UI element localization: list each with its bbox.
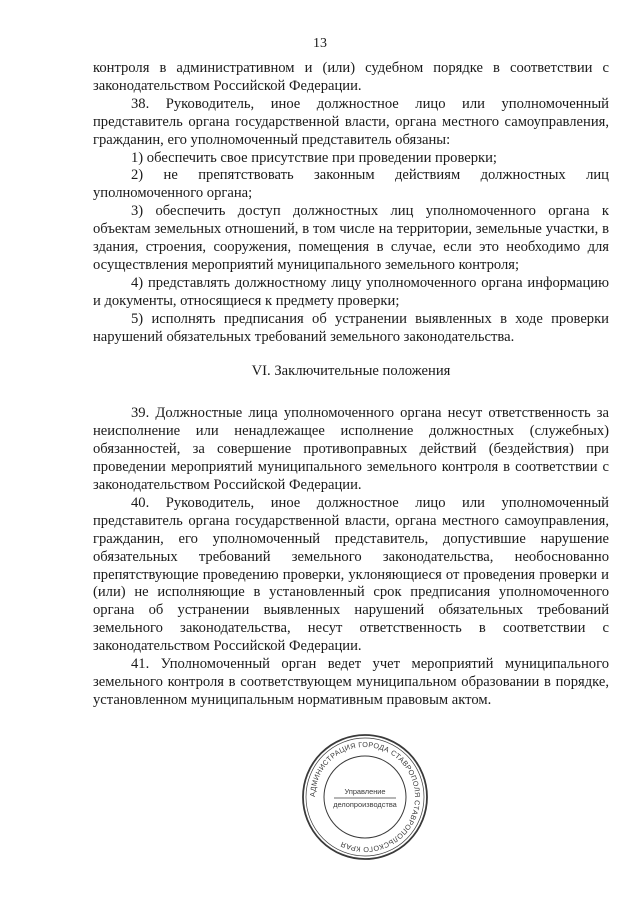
official-stamp (300, 732, 430, 862)
stamp-ring-text: АДМИНИСТРАЦИЯ ГОРОДА СТАВРОПОЛЯ СТАВРОПОЛЬСКОГО КРАЯ (307, 739, 423, 855)
paragraph-continuation: контроля в административном и (или) судебном порядке в соответствии с законодательством Российской Федерации. (93, 60, 609, 94)
paragraph-41: 41. Уполномоченный орган ведет учет мероприятий муниципального земельного контроля в соответствующем муниципальном образовании в порядке, установленном муниципальным нормативным правовым актом. (93, 656, 609, 708)
stamp-center-line2: делопроизводства (333, 800, 397, 809)
paragraph-39: 39. Должностные лица уполномоченного органа несут ответственность за неисполнение или ненадлежащее исполнение должностных (служебных) обязанностей, за совершение противоправных действий (бездействия) при проведении мероприятий муниципального земельного контроля в соответствии с законодательством Российской Федерации. (93, 405, 609, 494)
list-item-3: 3) обеспечить доступ должностных лиц уполномоченного органа к объектам земельных отношений, в том числе на территории, земельные участки, в здания, строения, сооружения, помещения в случае, если это необходимо для осуществления мероприятий муниципального земельного контроля; (93, 203, 609, 273)
stamp-center-line1: Управление (344, 787, 386, 796)
paragraph-40: 40. Руководитель, иное должностное лицо или уполномоченный представитель органа государственной власти, органа местного самоуправления, гражданин, его уполномоченный представитель, допустившие нарушение обязательных требований земельного законодательства, необоснованно препятствующие проведению проверки, уклоняющиеся от проведения проверки и (или) не исполняющие в установленный срок предписания уполномоченного органа об устранении выявленных нарушений обязательных требований земельного законодательства, несут ответственность в соответствии с законодательством Российской Федерации. (93, 494, 609, 655)
list-item-4: 4) представлять должностному лицу уполномоченного органа информацию и документы, относящиеся к предмету проверки; (93, 274, 609, 309)
stamp-inner-ring (324, 756, 406, 838)
stamp-outer-ring (303, 735, 427, 859)
document-body (93, 60, 609, 710)
list-item-5: 5) исполнять предписания об устранении выявленных в ходе проверки нарушений обязательных требований земельного законодательства. (93, 310, 609, 345)
list-item-1: 1) обеспечить свое присутствие при проведении проверки; (131, 149, 497, 166)
section-heading: VI. Заключительные положения (251, 362, 451, 379)
page-number: 13 (313, 36, 327, 51)
paragraph-38: 38. Руководитель, иное должностное лицо или уполномоченный представитель органа государственной власти, органа местного самоуправления, гражданин, его уполномоченный представитель обязаны: (93, 95, 609, 148)
list-item-2: 2) не препятствовать законным действиям должностных лиц уполномоченного органа; (93, 167, 609, 202)
